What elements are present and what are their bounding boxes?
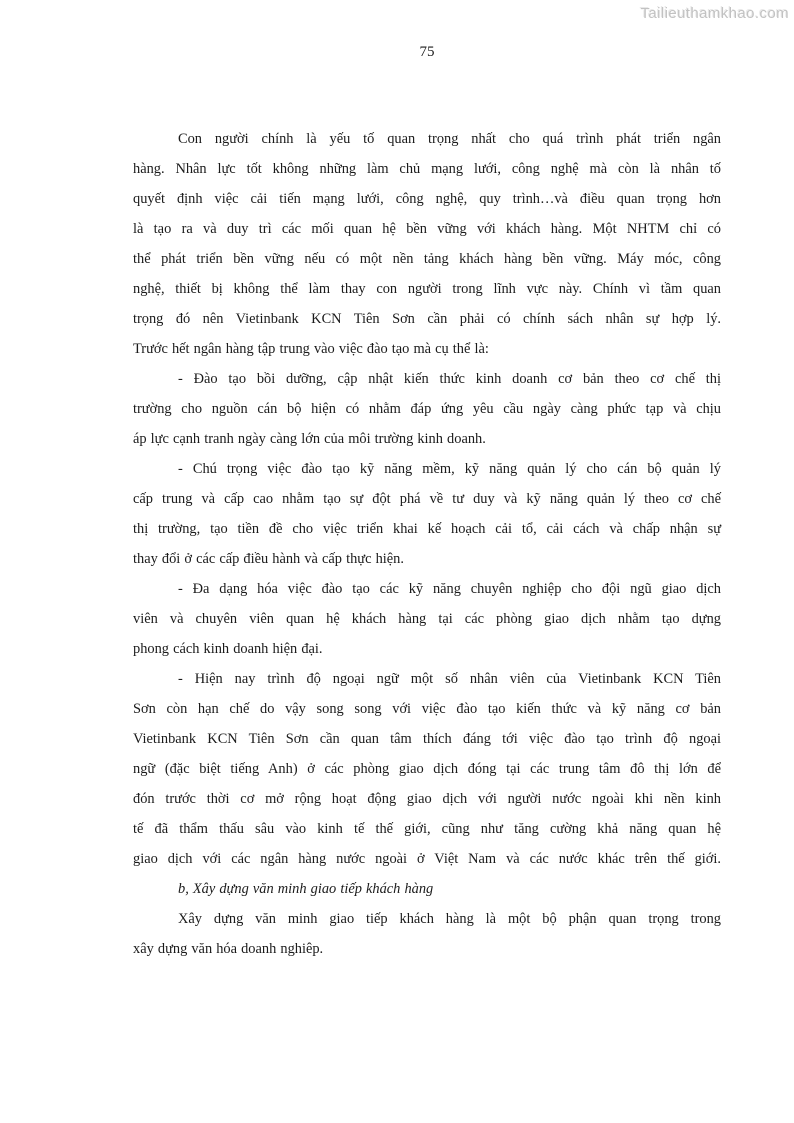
text-line: Con người chính là yếu tố quan trọng nhất cho quá trình phát triển ngân: [178, 131, 721, 147]
text-line: - Đào tạo bồi dưỡng, cập nhật kiến thức kinh doanh cơ bản theo cơ chế thị: [178, 371, 721, 387]
text-line: - Hiện nay trình độ ngoại ngữ một số nhân viên của Vietinbank KCN Tiên: [178, 671, 721, 687]
paragraph-7: [133, 904, 721, 964]
text-line: quyết định việc cải tiến mạng lưới, công nghệ, quy trình…và điều quan trọng hơn: [133, 191, 721, 207]
page-number: 75: [419, 44, 435, 60]
text-line: Trước hết ngân hàng tập trung vào việc đào tạo mà cụ thể là:: [133, 341, 489, 357]
text-line: - Đa dạng hóa việc đào tạo các kỹ năng chuyên nghiệp cho đội ngũ giao dịch: [178, 581, 721, 597]
text-line: đón trước thời cơ mở rộng hoạt động giao dịch với người nước ngoài khi nền kinh: [133, 791, 721, 807]
paragraph-6-heading: [133, 874, 721, 904]
text-line: ngữ (đặc biệt tiếng Anh) ở các phòng giao dịch đóng tại các trung tâm đô thị lớn để: [133, 761, 721, 777]
paragraph-4: [133, 574, 721, 664]
text-line: là tạo ra và duy trì các mối quan hệ bền vững với khách hàng. Một NHTM chỉ có: [133, 221, 721, 237]
paragraph-1: [133, 124, 721, 364]
text-line: giao dịch với các ngân hàng nước ngoài ở Việt Nam và các nước khác trên thế giới.: [133, 851, 721, 867]
text-line: trọng đó nên Vietinbank KCN Tiên Sơn cần phải có chính sách nhân sự hợp lý.: [133, 311, 721, 327]
text-line: viên và chuyên viên quan hệ khách hàng tại các phòng giao dịch nhằm tạo dựng: [133, 611, 721, 627]
text-line: thị trường, tạo tiền đề cho việc triển khai kế hoạch cải tổ, cải cách và chấp nhận sự: [133, 521, 721, 537]
text-line: b, Xây dựng văn minh giao tiếp khách hàng: [178, 881, 434, 897]
watermark-text: Tailieuthamkhao.com: [640, 5, 789, 22]
paragraph-3: [133, 454, 721, 574]
text-line: nghệ, thiết bị không thể làm thay con người trong lĩnh vực này. Chính vì tầm quan: [133, 281, 721, 297]
paragraph-2: [133, 364, 721, 454]
text-line: Sơn còn hạn chế do vậy song song với việc đào tạo kiến thức và kỹ năng cơ bản: [133, 701, 721, 717]
text-line: hàng. Nhân lực tốt không những làm chủ mạng lưới, công nghệ mà còn là nhân tố: [133, 161, 721, 177]
text-line: Xây dựng văn minh giao tiếp khách hàng là một bộ phận quan trọng trong: [178, 911, 721, 927]
text-line: áp lực cạnh tranh ngày càng lớn của môi trường kinh doanh.: [133, 431, 486, 447]
text-line: thể phát triển bền vững nếu có một nền tảng khách hàng bền vững. Máy móc, công: [133, 251, 721, 267]
text-body: [133, 124, 721, 964]
text-line: phong cách kinh doanh hiện đại.: [133, 641, 323, 657]
text-line: cấp trung và cấp cao nhằm tạo sự đột phá về tư duy và kỹ năng quản lý theo cơ chế: [133, 491, 721, 507]
paragraph-5: [133, 664, 721, 874]
text-line: - Chú trọng việc đào tạo kỹ năng mềm, kỹ năng quản lý cho cán bộ quản lý: [178, 461, 721, 477]
text-line: thay đổi ở các cấp điều hành và cấp thực hiện.: [133, 551, 404, 567]
text-line: xây dựng văn hóa doanh nghiêp.: [133, 941, 324, 957]
text-line: tế đã thẩm thấu sâu vào kinh tế thế giới, cũng như tăng cường khả năng quan hệ: [133, 821, 721, 837]
text-line: Vietinbank KCN Tiên Sơn cần quan tâm thích đáng tới việc đào tạo trình độ ngoại: [133, 731, 721, 747]
text-line: trường cho nguồn cán bộ hiện có nhằm đáp ứng yêu cầu ngày càng phức tạp và chịu: [133, 401, 721, 417]
